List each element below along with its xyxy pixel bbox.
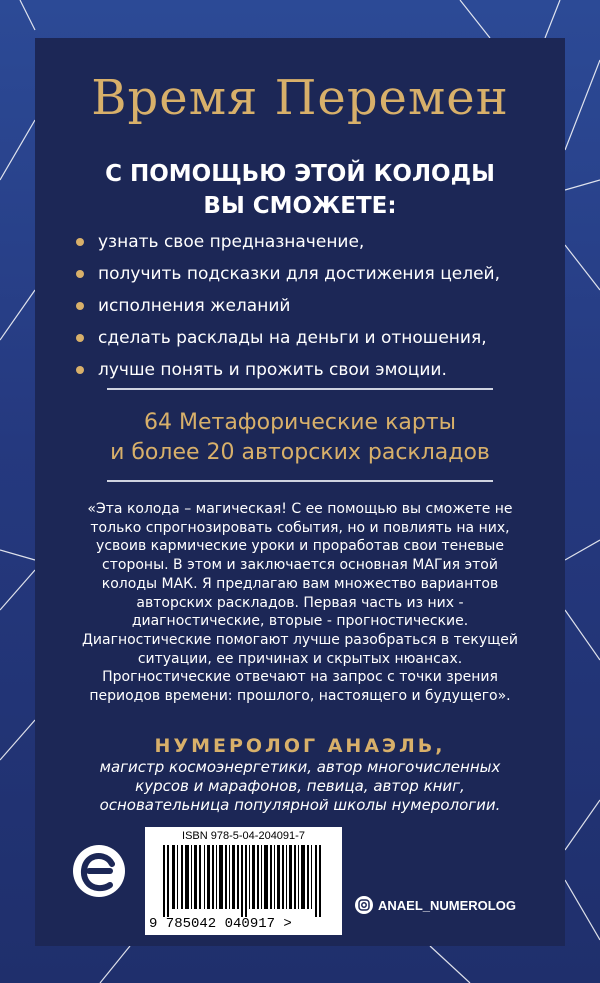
barcode	[145, 827, 342, 935]
quote-line: колоды МАК. Я предлагаю вам множество вариантов	[101, 575, 499, 592]
credits-line: курсов и марафонов, певица, автор книг,	[135, 777, 465, 795]
bullet-dot-icon	[76, 302, 84, 310]
bullet-dot-icon	[76, 334, 84, 342]
highlight-text	[0, 408, 600, 468]
list-item-text: узнать свое предназначение,	[98, 232, 365, 252]
list-item-text: исполнения желаний	[98, 296, 291, 316]
quote-line: «Эта колода – магическая! С ее помощью вы сможете не	[87, 501, 513, 517]
list-item-text: получить подсказки для достижения целей,	[98, 264, 500, 284]
credits-line: магистр космоэнергетики, автор многочисленных	[99, 758, 501, 776]
isbn-digits: 9 785042 040917 >	[149, 916, 292, 932]
benefits-list	[76, 226, 546, 386]
credits-line: основательница популярной школы нумерологии.	[99, 796, 501, 814]
social-handle[interactable]	[355, 896, 516, 914]
list-item	[76, 290, 546, 322]
quote-line: Диагностические помогают лучше разобраться в текущей	[81, 631, 519, 648]
barcode-bars	[163, 845, 323, 917]
bullet-dot-icon	[76, 238, 84, 246]
quote-line: авторских раскладов. Первая часть из них -	[136, 594, 464, 611]
highlight-line: 64 Метафорические карты	[144, 410, 456, 435]
isbn-label: ISBN 978-5-04-204091-7	[182, 830, 305, 842]
social-handle-text: ANAEL_NUMEROLOG	[378, 897, 516, 913]
author-credits	[0, 758, 600, 815]
author-name: НУМЕРОЛОГ АНАЭЛЬ,	[154, 735, 446, 757]
list-item	[76, 258, 546, 290]
quote-line: ситуации, ее причинах и скрытых нюансах.	[137, 650, 463, 667]
quote-line: периодов времени: прошлого, настоящего и будущего».	[89, 688, 511, 705]
divider-top	[107, 388, 493, 390]
divider-bottom	[107, 480, 493, 482]
list-item	[76, 322, 546, 354]
subtitle-line: С ПОМОЩЬЮ ЭТОЙ КОЛОДЫ	[105, 161, 495, 187]
subtitle-line: ВЫ СМОЖЕТЕ:	[203, 193, 397, 219]
book-title: Время Перемен	[91, 70, 509, 126]
list-item	[76, 354, 546, 386]
author-quote	[62, 500, 538, 706]
quote-line: диагностические, вторые - прогностические.	[131, 613, 469, 630]
subtitle	[0, 158, 600, 222]
quote-line: Прогностические отвечают на запрос с точки зрения	[102, 669, 498, 686]
list-item	[76, 226, 546, 258]
list-item-text: лучше понять и прожить свои эмоции.	[98, 360, 447, 380]
quote-line: стороны. В этом и заключается основная МАГия этой	[102, 557, 498, 574]
list-item-text: сделать расклады на деньги и отношения,	[98, 328, 487, 348]
publisher-logo-icon	[72, 844, 126, 898]
highlight-line: и более 20 авторских раскладов	[110, 440, 490, 465]
quote-line: усвоив кармические уроки и проработав свои теневые	[96, 538, 504, 555]
bullet-dot-icon	[76, 270, 84, 278]
quote-line: только спрогнозировать события, но и повлиять на них,	[90, 519, 510, 536]
instagram-icon	[355, 896, 373, 914]
bullet-dot-icon	[76, 366, 84, 374]
